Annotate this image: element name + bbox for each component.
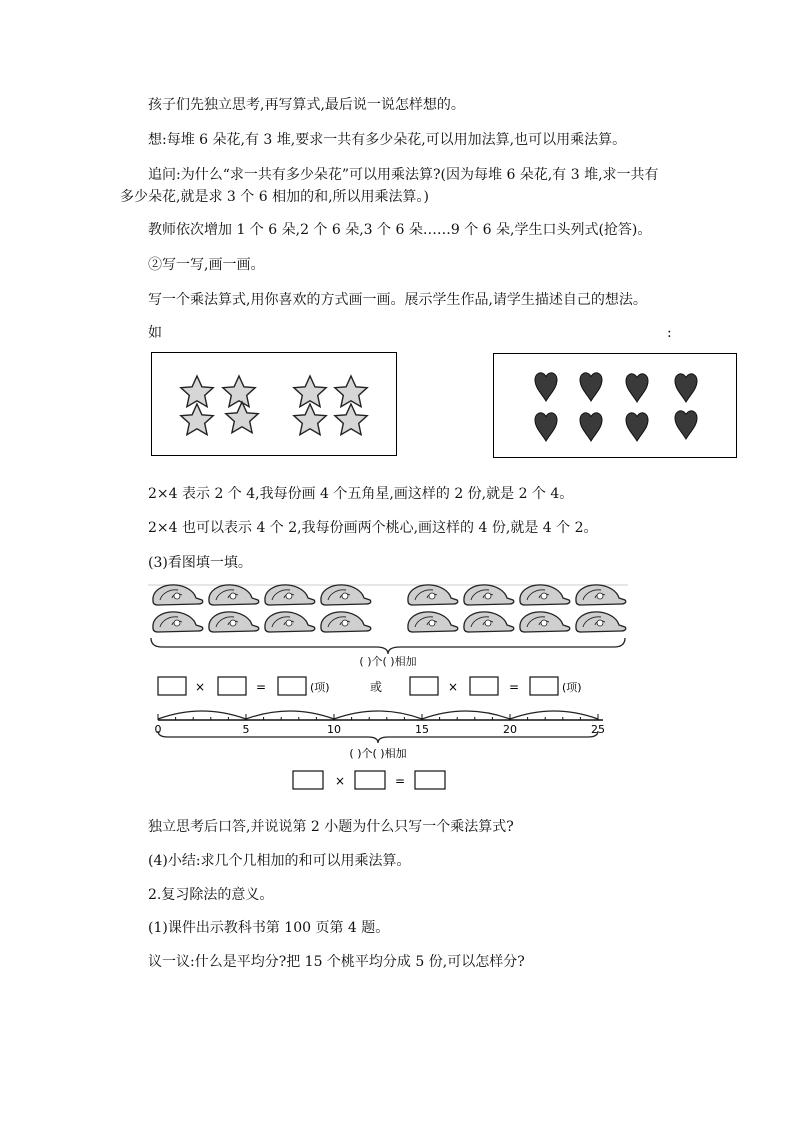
cap-icon <box>321 585 371 605</box>
cap-icon <box>464 585 514 605</box>
numberline-brace <box>158 731 598 743</box>
paragraph-3a: 追问:为什么“求一共有多少朵花”可以用乘法算?(因为每堆 6 朵花,有 3 堆,求一共有 <box>148 167 659 183</box>
paragraph-7-right: : <box>667 325 672 341</box>
paragraph-3b: 多少朵花,就是求 3 个 6 相加的和,所以用乘法算。) <box>120 189 429 205</box>
heart-icon <box>675 411 697 439</box>
heart-icon <box>580 373 602 401</box>
heart-icon <box>626 374 648 402</box>
caps-numberline-figure <box>148 583 628 795</box>
hearts-drawing <box>494 354 736 457</box>
answer-box[interactable] <box>158 677 186 695</box>
or-label: 或 <box>369 680 383 694</box>
answer-box[interactable] <box>218 677 246 695</box>
star-icon <box>335 404 367 435</box>
tick-label: 5 <box>242 723 250 736</box>
tick-label: 15 <box>415 723 429 736</box>
equals-sign: = <box>255 680 267 694</box>
hop-arcs <box>158 711 598 719</box>
star-icon <box>226 402 258 433</box>
paragraph-15: 议一议:什么是平均分?把 15 个桃平均分成 5 份,可以怎样分? <box>148 954 525 970</box>
number-line-ticks <box>158 714 598 720</box>
equals-sign: = <box>508 680 520 694</box>
heart-icon <box>535 373 557 401</box>
cap-icon <box>408 585 458 605</box>
unit-label: (项) <box>562 681 582 694</box>
heart-icon <box>580 413 602 441</box>
paragraph-7-left: 如 <box>148 325 162 341</box>
paragraph-1: 孩子们先独立思考,再写算式,最后说一说怎样想的。 <box>148 97 465 113</box>
star-icon <box>223 376 255 407</box>
cap-icon <box>520 585 570 605</box>
caps-label: ( )个( )相加 <box>359 655 417 668</box>
paragraph-10: (3)看图填一填。 <box>148 555 252 571</box>
answer-box[interactable] <box>415 771 445 789</box>
star-icon <box>181 404 213 435</box>
cap-icon <box>408 612 458 632</box>
paragraph-12: (4)小结:求几个几相加的和可以用乘法算。 <box>148 853 411 869</box>
cap-icon <box>265 585 315 605</box>
heart-icon <box>535 413 557 441</box>
cap-icon <box>153 612 203 632</box>
cap-icon <box>576 585 626 605</box>
caps-brace <box>151 638 625 654</box>
cap-icon <box>464 612 514 632</box>
tick-label: 25 <box>591 723 605 736</box>
star-icon <box>181 376 213 407</box>
cap-icon <box>576 612 626 632</box>
cap-icon <box>321 612 371 632</box>
answer-box[interactable] <box>530 677 558 695</box>
equals-sign: = <box>394 774 406 788</box>
times-sign: × <box>334 774 346 788</box>
heart-icon <box>626 413 648 441</box>
tick-label: 20 <box>503 723 517 736</box>
heart-icon <box>675 374 697 402</box>
unit-label: (项) <box>310 681 330 694</box>
answer-box[interactable] <box>470 677 498 695</box>
cap-icon <box>209 585 259 605</box>
numberline-label: ( )个( )相加 <box>349 747 407 760</box>
star-icon <box>335 376 367 407</box>
answer-box[interactable] <box>293 771 323 789</box>
paragraph-2: 想:每堆 6 朵花,有 3 堆,要求一共有多少朵花,可以用加法算,也可以用乘法算。 <box>148 132 627 148</box>
paragraph-8: 2×4 表示 2 个 4,我每份画 4 个五角星,画这样的 2 份,就是 2 个 4。 <box>148 486 574 502</box>
paragraph-5: ②写一写,画一画。 <box>148 257 265 273</box>
times-sign: × <box>447 680 459 694</box>
star-icon <box>294 376 326 407</box>
stars-drawing <box>152 353 396 455</box>
tick-label: 0 <box>154 723 162 736</box>
answer-box[interactable] <box>278 677 306 695</box>
paragraph-4: 教师依次增加 1 个 6 朵,2 个 6 朵,3 个 6 朵……9 个 6 朵,学生口头列式(抢答)。 <box>148 222 652 238</box>
times-sign: × <box>194 680 206 694</box>
paragraph-14: (1)课件出示教科书第 100 页第 4 题。 <box>148 920 390 936</box>
paragraph-13: 2.复习除法的意义。 <box>148 887 274 903</box>
tick-label: 10 <box>327 723 341 736</box>
answer-box[interactable] <box>410 677 438 695</box>
paragraph-6: 写一个乘法算式,用你喜欢的方式画一画。展示学生作品,请学生描述自己的想法。 <box>148 292 647 308</box>
answer-box[interactable] <box>355 771 385 789</box>
cap-icon <box>265 612 315 632</box>
paragraph-11: 独立思考后口答,并说说第 2 小题为什么只写一个乘法算式? <box>148 819 514 835</box>
paragraph-9: 2×4 也可以表示 4 个 2,我每份画两个桃心,画这样的 4 份,就是 4 个 2。 <box>148 520 598 536</box>
stars-drawing-box <box>151 352 397 456</box>
cap-icon <box>520 612 570 632</box>
number-line-tick-labels <box>155 723 606 736</box>
star-icon <box>294 404 326 435</box>
cap-icon <box>153 585 203 605</box>
hearts-drawing-box <box>493 353 737 458</box>
cap-icon <box>209 612 259 632</box>
